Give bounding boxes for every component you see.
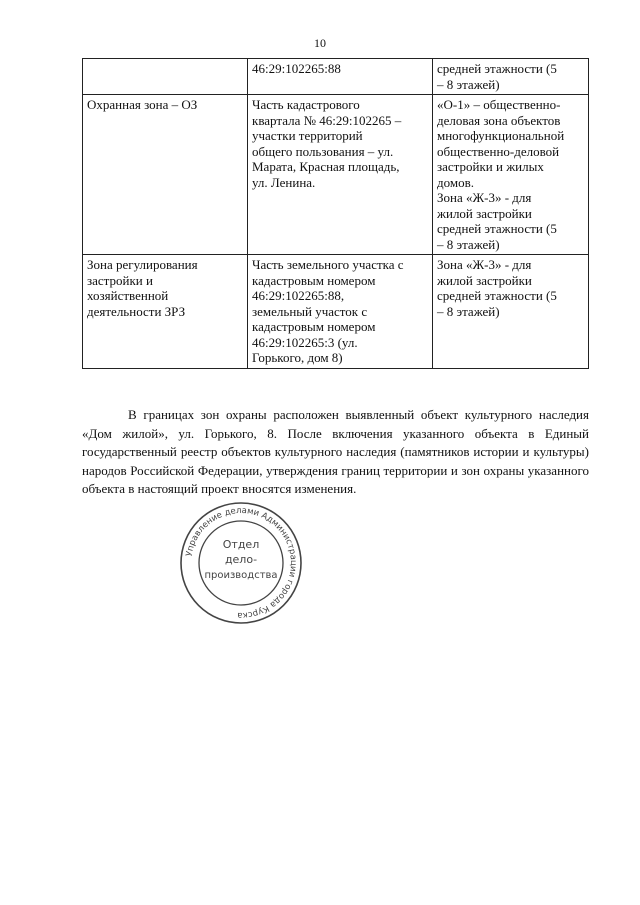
table-row — [83, 255, 589, 369]
zone-cell — [83, 95, 248, 255]
page-number: 10 — [314, 36, 326, 50]
cell-line: Зона регулирования — [87, 257, 198, 272]
cell-line: 46:29:102265:88 — [252, 61, 341, 76]
cell-line: Горького, дом 8) — [252, 350, 343, 365]
cell-line: Зона «Ж-3» - для — [437, 257, 532, 272]
cell-line: средней этажности (5 — [437, 61, 557, 76]
cell-line: Зона «Ж-3» - для — [437, 190, 532, 205]
cell-line: кадастровым номером — [252, 272, 376, 288]
cell-line: – 8 этажей) — [437, 76, 500, 92]
cell-line: жилой застройки — [437, 272, 532, 288]
table-row — [83, 95, 589, 255]
zone-cell — [83, 59, 248, 95]
body-paragraph: В границах зон охраны расположен выявленный объект культурного наследия «Дом жилой», ул. Горького, 8. После включения указанного объекта в Единый государственный реестр объектов культурного наследия (памятников истории и культуры) народов Российской Федерации, утверждения границ территории и зон охраны указанного объекта в настоящий проект вносятся изменения. — [82, 407, 589, 496]
cell-line: кадастровым номером — [252, 319, 376, 334]
territorial-zone-cell — [433, 95, 589, 255]
stamp-center-text — [204, 538, 277, 581]
cell-line: 46:29:102265:88, — [252, 288, 345, 303]
cell-line: Марата, Красная площадь, — [252, 159, 400, 174]
parcel-cell — [248, 95, 433, 255]
cell-line: ул. Ленина. — [252, 174, 316, 190]
cell-line: средней этажности (5 — [437, 288, 557, 303]
cell-line: 46:29:102265:3 (ул. — [252, 334, 358, 350]
cell-line: хозяйственной — [87, 288, 169, 303]
cell-line: застройки и — [87, 272, 153, 288]
cell-line: земельный участок с — [252, 303, 368, 319]
cell-line: домов. — [437, 174, 474, 190]
cell-line: деловая зона объектов — [437, 112, 561, 128]
cell-line: застройки и жилых — [437, 159, 544, 174]
territorial-zone-cell — [433, 255, 589, 369]
stamp-center-line: производства — [204, 570, 278, 581]
cell-line: – 8 этажей) — [437, 303, 500, 319]
cell-line: Часть земельного участка с — [252, 257, 404, 272]
stamp-ring-text: Управление делами Администрации города Курска — [184, 505, 299, 621]
cell-line: квартала № 46:29:102265 – — [252, 112, 402, 128]
cell-line: жилой застройки — [437, 205, 532, 221]
seal-stamp — [178, 500, 304, 626]
cell-line: общественно-деловой — [437, 143, 560, 159]
cell-line: средней этажности (5 — [437, 221, 557, 236]
table-row — [83, 59, 589, 95]
zone-cell — [83, 255, 248, 369]
cell-line: – 8 этажей) — [437, 236, 500, 252]
cell-line: деятельности ЗРЗ — [87, 303, 186, 319]
zones-table — [82, 58, 589, 369]
parcel-cell — [248, 255, 433, 369]
stamp-center-line: дело- — [224, 553, 258, 566]
cell-line: «О-1» – общественно- — [437, 97, 561, 112]
cell-line: общего пользования – ул. — [252, 143, 394, 159]
stamp-center-line: Отдел — [222, 538, 260, 551]
territorial-zone-cell — [433, 59, 589, 95]
cell-line: многофункциональной — [437, 128, 565, 143]
cell-line: Охранная зона – ОЗ — [87, 97, 198, 112]
parcel-cell — [248, 59, 433, 95]
cell-line: участки территорий — [252, 128, 363, 143]
cell-line: Часть кадастрового — [252, 97, 360, 112]
